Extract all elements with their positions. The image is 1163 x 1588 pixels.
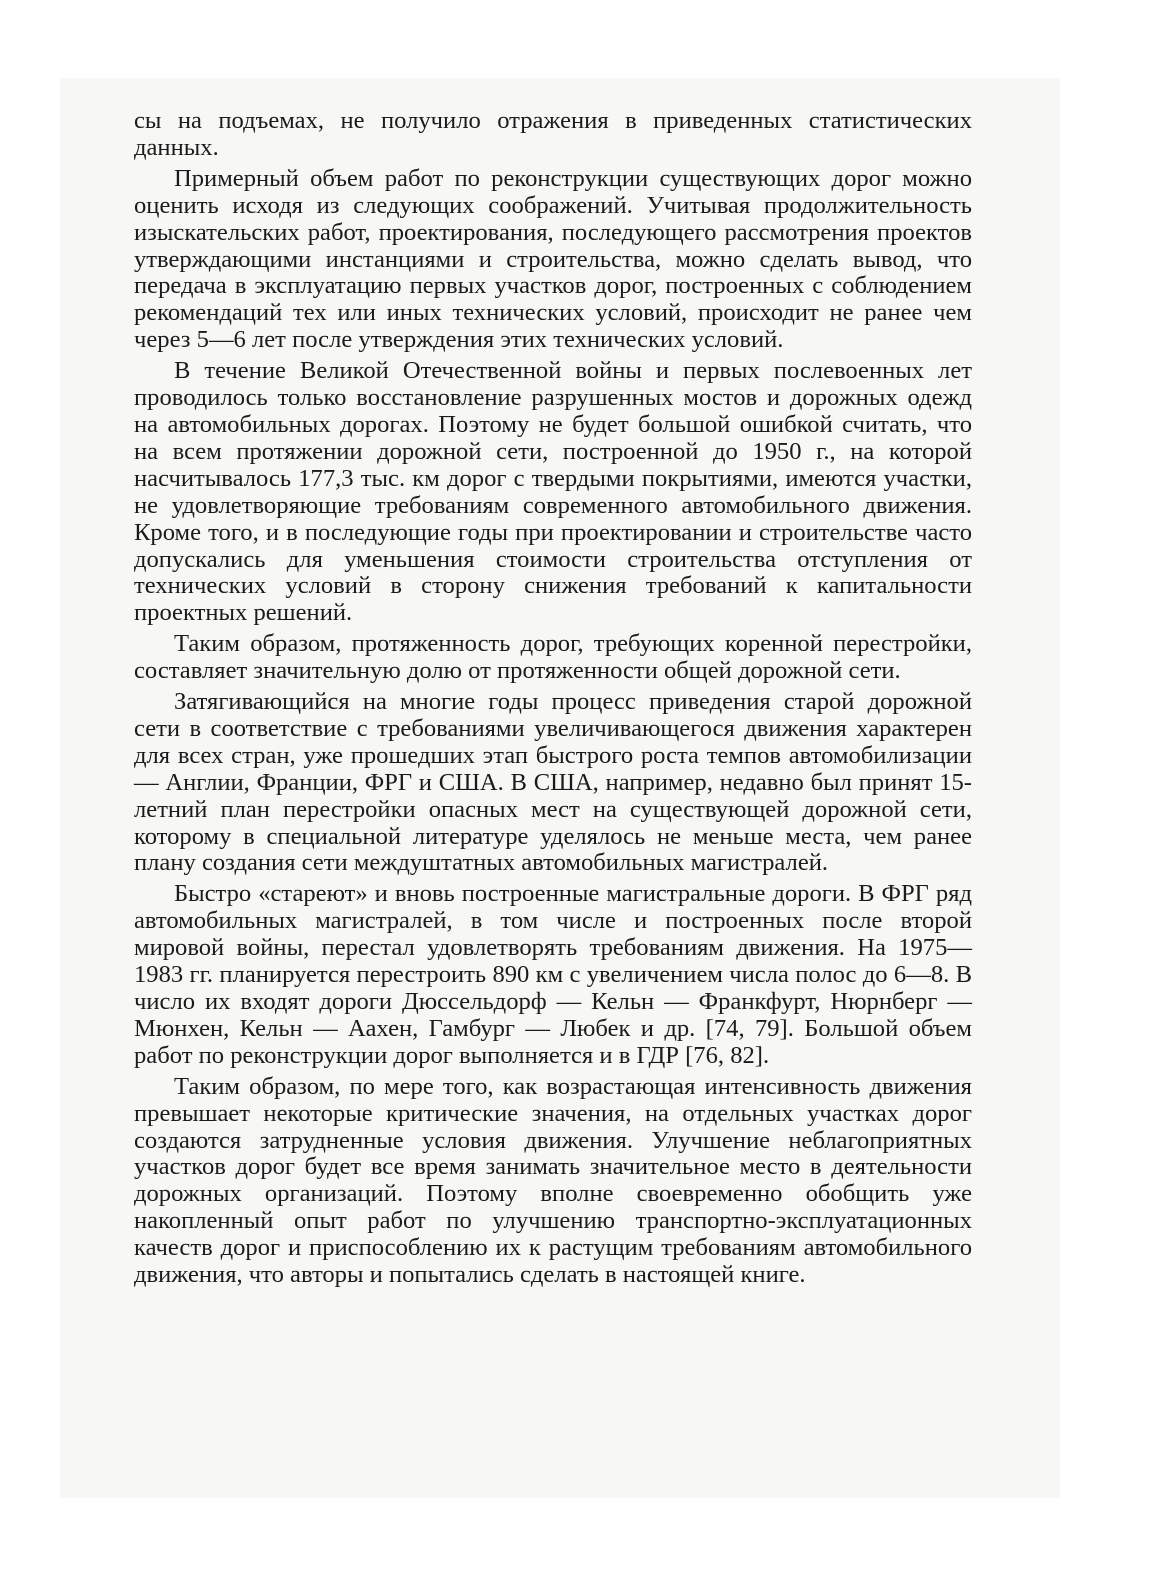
paragraph-aging-highways: Быстро «стареют» и вновь построенные магистральные дороги. В ФРГ ряд автомобильных магистралей, в том числе и построенных после второй мировой войны, перестал удовлетворять требованиям движения. На 1975—1983 гг. планируется перестроить 890 км с увеличением числа полос до 6—8. В число их входят дороги Дюссельдорф — Кельн — Франкфурт, Нюрнберг — Мюнхен, Кельн — Аахен, Гамбург — Любек и др. [74, 79]. Большой объем работ по реконструкции дорог выполняется и в ГДР [76, 82].	[134, 880, 972, 1069]
paragraph-reconstruction-volume: Примерный объем работ по реконструкции существующих дорог можно оценить исходя из следующих соображений. Учитывая продолжительность изыскательских работ, проектирования, последующего рассмотрения проектов утверждающими инстанциями и строительства, можно сделать вывод, что передача в эксплуатацию первых участков дорог, построенных с соблюдением рекомендаций тех или иных технических условий, происходит не ранее чем через 5—6 лет после утверждения этих технических условий.	[134, 164, 972, 354]
paragraph-conclusion: Таким образом, по мере того, как возрастающая интенсивность движения превышает некоторые критические значения, на отдельных участках дорог создаются затрудненные условия движения. Улучшение неблагоприятных участков дорог будет все время занимать значительное место в деятельности дорожных организаций. Поэтому вполне своевременно обобщить уже накопленный опыт работ по улучшению транспортно-эксплуатационных качеств дорог и приспособлению их к растущим требованиям автомобильного движения, что авторы и попытались сделать в настоящей книге.	[134, 1072, 972, 1289]
paragraph-network-share: Таким образом, протяженность дорог, требующих коренной перестройки, составляет значительную долю от протяженности общей дорожной сети.	[134, 630, 972, 685]
paragraph-other-countries: Затягивающийся на многие годы процесс приведения старой дорожной сети в соответствие с требованиями увеличивающегося движения характерен для всех стран, уже прошедших этап быстрого роста темпов автомобилизации — Англии, Франции, ФРГ и США. В США, например, недавно был принят 15-летний план перестройки опасных мест на существующей дорожной сети, которому в специальной литературе уделялось не меньше места, чем ранее плану создания сети междуштатных автомобильных магистралей.	[134, 688, 972, 877]
paragraph-continuation: сы на подъемах, не получило отражения в приведенных статистических данных.	[134, 107, 972, 161]
document-body	[134, 108, 972, 1289]
paragraph-postwar-network: В течение Великой Отечественной войны и первых послевоенных лет проводилось только восстановление разрушенных мостов и дорожных одежд на автомобильных дорогах. Поэтому не будет большой ошибкой считать, что на всем протяжении дорожной сети, построенной до 1950 г., на которой насчитывалось 177,3 тыс. км дорог с твердыми покрытиями, имеются участки, не удовлетворяющие требованиям современного автомобильного движения. Кроме того, и в последующие годы при проектировании и строительстве часто допускались для уменьшения стоимости строительства отступления от технических условий в сторону снижения требований к капитальности проектных решений.	[134, 357, 972, 627]
